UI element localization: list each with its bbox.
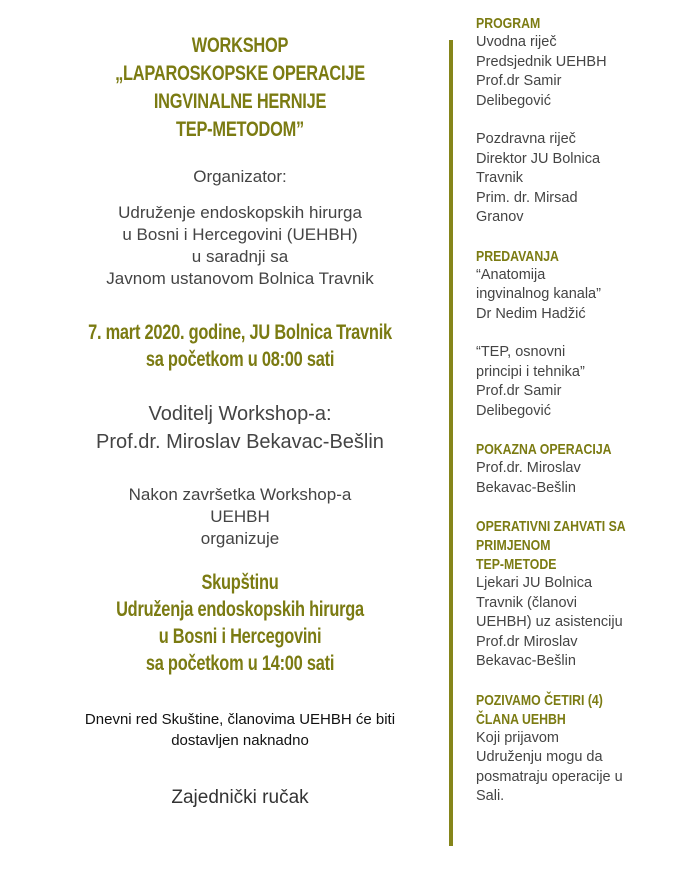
agenda-note [30,709,450,751]
program-line: Direktor JU Bolnica [476,150,601,167]
assembly-line: u Bosni i Hercegovini [158,625,322,648]
program-line: Granov [476,209,524,225]
pokazna-section [476,440,666,498]
organizer-line: u Bosni i Hercegovini (UEHBH) [122,225,358,244]
lecture-line: principi i tehnika” [476,363,585,380]
invite-line: posmatraju operacije u [476,768,623,785]
organizator-label: Organizator: [193,167,287,186]
note-line: organizuje [200,529,280,548]
lecture-line: ingvinalnog kanala” [476,286,601,302]
lecture-line: Dr Nedim Hadžić [476,305,586,322]
invite-line: Udruženju mogu da [476,749,603,765]
title-line: INGVINALNE HERNIJE [153,90,327,113]
organizer-line: Javnom ustanovom Bolnica Travnik [106,269,374,288]
title-line: WORKSHOP [191,34,289,57]
program-line: Prof.dr Samir [476,73,562,89]
section-heading: OPERATIVNI ZAHVATI SA [476,518,626,535]
leader-line: Voditelj Workshop-a: [148,403,332,425]
surgery-line: Travnik (članovi [476,594,577,611]
assembly-line: Skupštinu [201,571,279,594]
demo-line: Prof.dr. Miroslav [476,460,581,476]
workshop-leader [30,400,450,456]
section-heading: POKAZNA OPERACIJA [476,441,612,458]
program-line: Prim. dr. Mirsad [476,189,578,206]
leader-line: Prof.dr. Miroslav Bekavac-Bešlin [96,431,384,453]
program-sidebar [476,14,666,807]
program-line: Travnik [476,170,523,186]
note-line: UEHBH [210,507,270,526]
lunch-note: Zajednički ručak [171,787,309,808]
invite-line: Koji prijavom [476,729,559,746]
after-workshop-note [30,484,450,550]
date-line: sa početkom u 08:00 sati [145,348,335,371]
surgery-line: Ljekari JU Bolnica [476,575,593,591]
program-line: Uvodna riječ [476,34,557,50]
section-heading: PREDAVANJA [476,247,559,265]
assembly-line: sa početkom u 14:00 sati [145,652,335,675]
pozivamo-section [476,691,666,807]
organizer-line: Udruženje endoskopskih hirurga [118,203,362,222]
program-section [476,14,666,228]
lecture-line: Delibegović [476,402,551,419]
lecture-line: “TEP, osnovni [476,344,566,360]
title-line: „LAPAROSKOPSKE OPERACIJE [115,62,365,85]
lecture-line: “Anatomija [476,266,546,283]
event-date [76,319,404,373]
date-line: 7. mart 2020. godine, JU Bolnica Travnik [88,321,392,344]
section-heading: POZIVAMO ČETIRI (4) [476,691,603,709]
predavanja-section [476,247,666,422]
demo-line: Bekavac-Bešlin [476,479,576,496]
operativni-section [476,517,666,672]
section-heading: PROGRAM [476,15,541,32]
surgery-line: Bekavac-Bešlin [476,653,576,669]
note-line: Nakon završetka Workshop-a [128,485,352,504]
invite-line: Sali. [476,788,505,804]
vertical-divider [449,40,453,846]
program-line: Predsjednik UEHBH [476,53,607,70]
lecture-line: Prof.dr Samir [476,383,562,399]
section-heading: PRIMJENOM [476,537,551,554]
organizer-line: u saradnji sa [191,247,289,266]
organizer-details [30,202,450,290]
surgery-line: UEHBH) uz asistenciju [476,614,623,630]
assembly-line: Udruženja endoskopskih hirurga [116,598,364,621]
assembly-announcement [76,569,404,677]
surgery-line: Prof.dr Miroslav [476,633,578,650]
program-line: Pozdravna riječ [476,131,576,147]
section-heading: TEP-METODE [476,556,557,573]
program-line: Delibegović [476,92,551,109]
title-line: TEP-METODOM” [176,118,304,141]
section-heading: ČLANA UEHBH [476,710,566,728]
agenda-line: dostavljen naknadno [171,732,309,749]
workshop-title [76,32,404,144]
agenda-line: Dnevni red Skuštine, članovima UEHBH će biti [84,711,396,728]
